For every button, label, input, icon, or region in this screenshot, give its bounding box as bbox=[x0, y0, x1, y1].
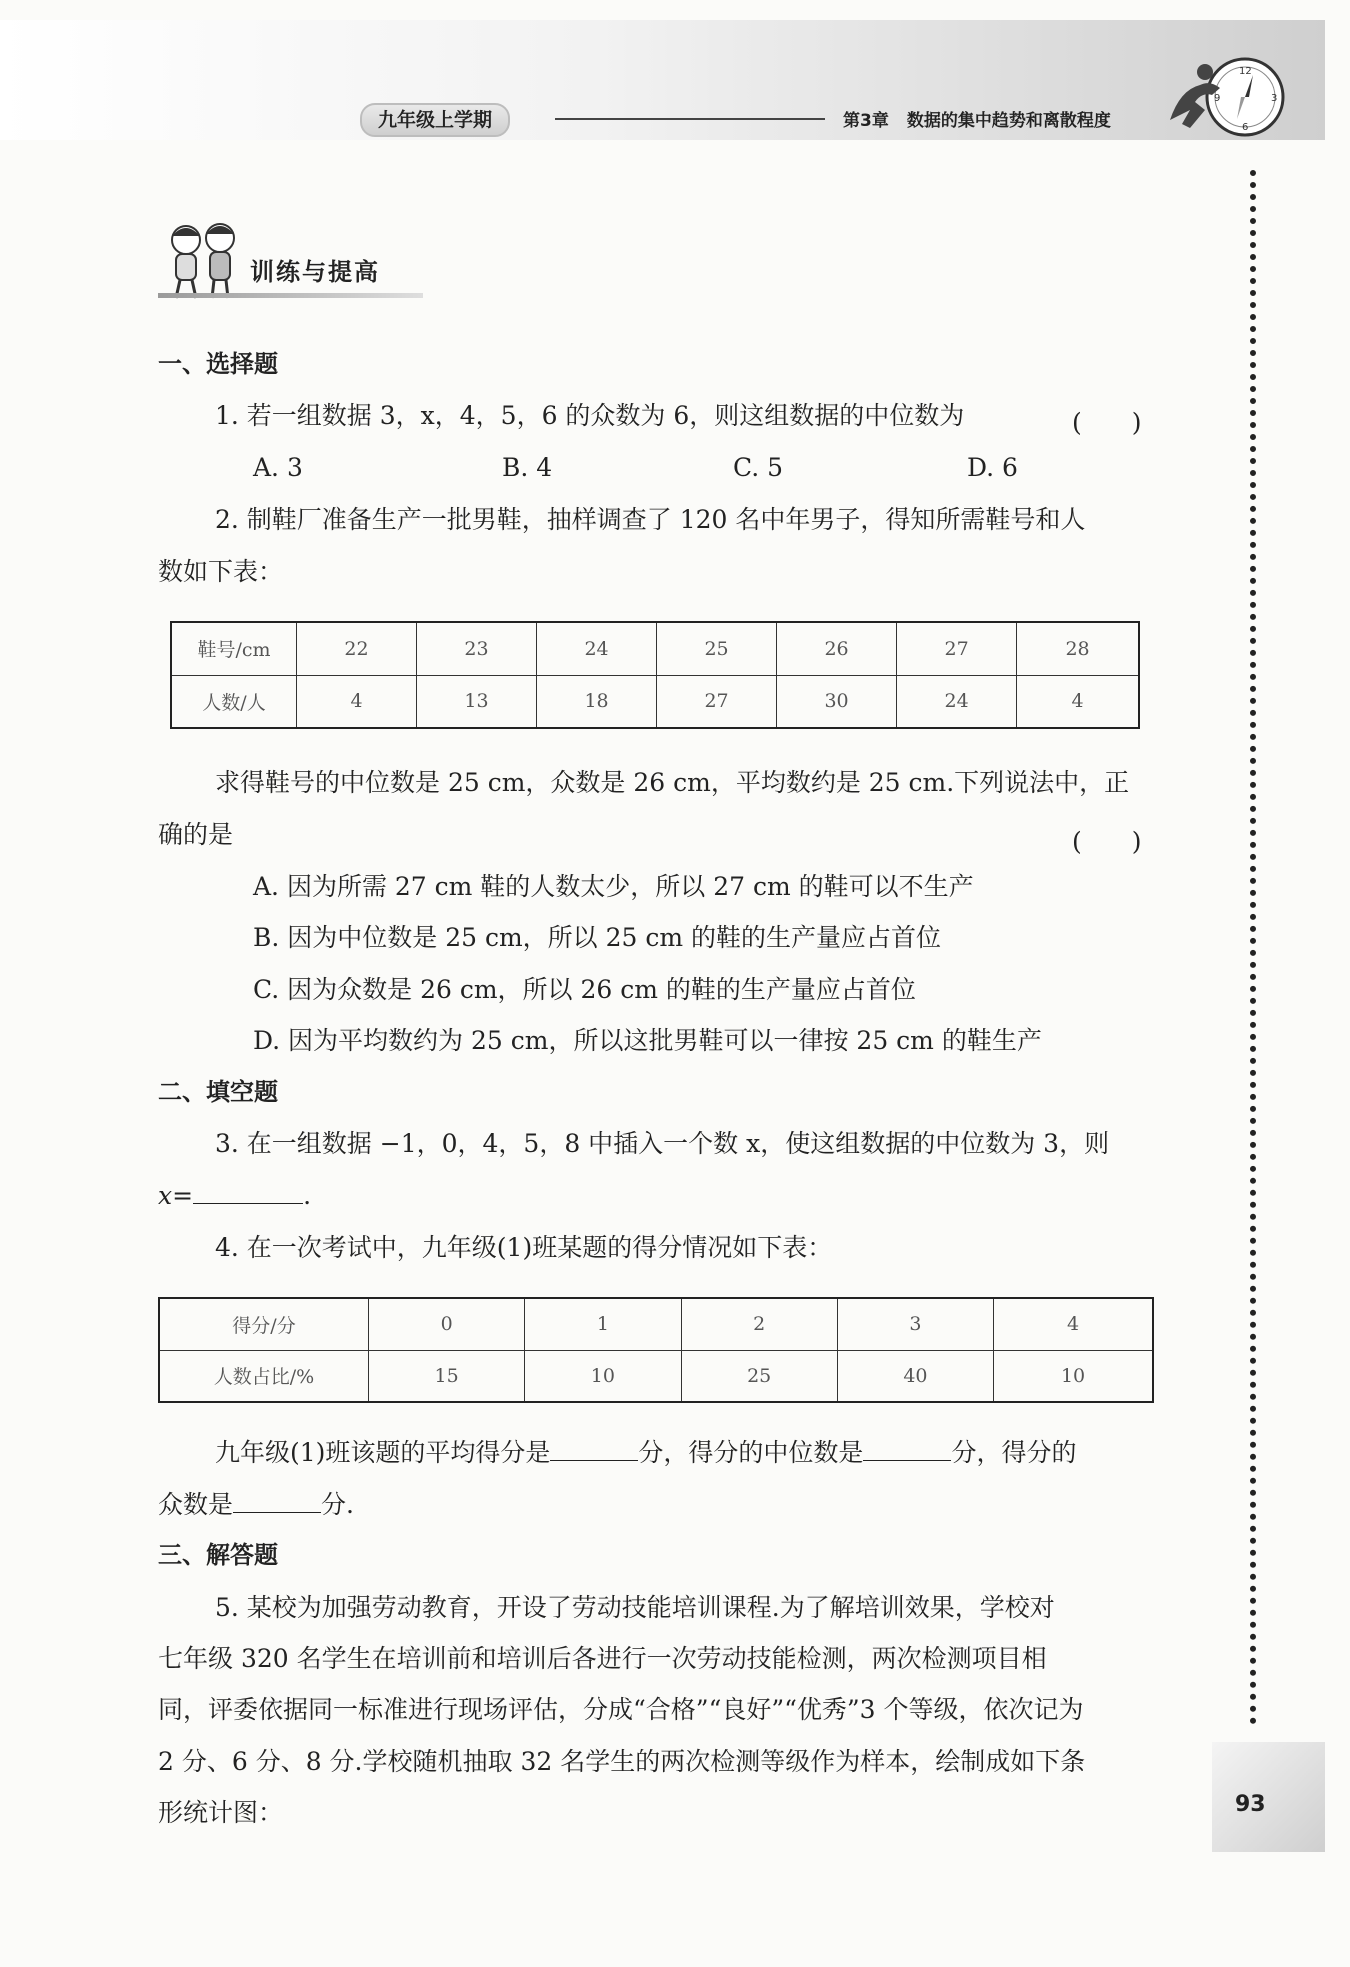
q2-option-c: C. 因为众数是 26 cm，所以 26 cm 的鞋的生产量应占首位 bbox=[253, 975, 916, 1004]
q4-text: 众数是 bbox=[158, 1490, 234, 1519]
chapter-number: 第3章 bbox=[843, 111, 889, 131]
q1-option-a: A. 3 bbox=[253, 453, 303, 482]
q4-text: 九年级(1)班该题的平均得分是 bbox=[215, 1438, 551, 1467]
shoe-size-table bbox=[170, 621, 1140, 729]
table-row-header: 人数占比/% bbox=[159, 1350, 369, 1402]
q2-option-b: B. 因为中位数是 25 cm，所以 25 cm 的鞋的生产量应占首位 bbox=[253, 923, 942, 952]
q3-equals: = bbox=[172, 1181, 194, 1210]
q2-after-line1: 求得鞋号的中位数是 25 cm，众数是 26 cm，平均数约是 25 cm.下列说法中，正 bbox=[215, 768, 1130, 797]
table-cell: 28 bbox=[1017, 622, 1139, 675]
table-cell: 40 bbox=[837, 1350, 993, 1402]
q4-mode-blank[interactable] bbox=[233, 1512, 321, 1513]
section-heading-choice: 一、选择题 bbox=[158, 350, 278, 378]
chapter-heading bbox=[843, 106, 1111, 131]
q1-stem: 1. 若一组数据 3，x，4，5，6 的众数为 6，则这组数据的中位数为 bbox=[215, 401, 965, 430]
compass-runner-icon bbox=[1150, 50, 1290, 145]
table-cell: 30 bbox=[777, 675, 897, 728]
q2-option-a: A. 因为所需 27 cm 鞋的人数太少，所以 27 cm 的鞋可以不生产 bbox=[253, 872, 974, 901]
section-heading-fill: 二、填空题 bbox=[158, 1078, 278, 1106]
table-cell: 18 bbox=[537, 675, 657, 728]
table-cell: 25 bbox=[657, 622, 777, 675]
q3-line2 bbox=[158, 1183, 311, 1208]
table-cell: 22 bbox=[297, 622, 417, 675]
svg-text:3: 3 bbox=[1271, 93, 1278, 104]
q5-line: 形统计图： bbox=[158, 1798, 284, 1827]
q3-period: . bbox=[303, 1181, 312, 1210]
table-cell: 0 bbox=[369, 1298, 525, 1350]
svg-text:9: 9 bbox=[1214, 93, 1221, 104]
svg-text:12: 12 bbox=[1239, 66, 1252, 77]
table-row-header: 人数/人 bbox=[171, 675, 297, 728]
q2-line2: 数如下表： bbox=[158, 557, 284, 586]
table-row-header: 得分/分 bbox=[159, 1298, 369, 1350]
q1-option-d: D. 6 bbox=[967, 453, 1018, 482]
q1-option-c: C. 5 bbox=[733, 453, 784, 482]
q4-median-blank[interactable] bbox=[863, 1460, 951, 1461]
dotted-margin-rule bbox=[1250, 170, 1256, 1725]
section-heading-solve: 三、解答题 bbox=[158, 1541, 278, 1569]
section-banner-title: 训练与提高 bbox=[250, 258, 380, 286]
page-number: 93 bbox=[1235, 1792, 1266, 1817]
q1-option-b: B. 4 bbox=[502, 453, 553, 482]
table-cell: 26 bbox=[777, 622, 897, 675]
table-cell: 4 bbox=[297, 675, 417, 728]
svg-text:6: 6 bbox=[1242, 122, 1249, 133]
q4-text: 分，得分的中位数是 bbox=[638, 1438, 864, 1467]
table-cell: 1 bbox=[525, 1298, 681, 1350]
q4-after-line2 bbox=[158, 1492, 354, 1517]
table-cell: 3 bbox=[837, 1298, 993, 1350]
table-cell: 4 bbox=[1017, 675, 1139, 728]
table-cell: 25 bbox=[681, 1350, 837, 1402]
q5-line: 同，评委依据同一标准进行现场评估，分成“合格”“良好”“优秀”3 个等级，依次记为 bbox=[158, 1695, 1084, 1724]
table-row-header: 鞋号/cm bbox=[171, 622, 297, 675]
section-banner-bar bbox=[158, 293, 423, 298]
table-cell: 24 bbox=[897, 675, 1017, 728]
q3-answer-blank[interactable] bbox=[193, 1203, 303, 1204]
header-rule bbox=[555, 118, 825, 120]
q1-answer-paren: ( ) bbox=[1072, 408, 1142, 437]
q3-variable: x bbox=[158, 1181, 173, 1210]
q2-answer-paren: ( ) bbox=[1072, 827, 1142, 856]
table-cell: 27 bbox=[657, 675, 777, 728]
q4-text: 分，得分的 bbox=[951, 1438, 1077, 1467]
q5-line: 七年级 320 名学生在培训前和培训后各进行一次劳动技能检测，两次检测项目相 bbox=[158, 1644, 1047, 1673]
table-cell: 13 bbox=[417, 675, 537, 728]
table-cell: 23 bbox=[417, 622, 537, 675]
page-number-tab bbox=[1212, 1742, 1325, 1852]
q4-line1: 4. 在一次考试中，九年级(1)班某题的得分情况如下表： bbox=[215, 1233, 833, 1262]
table-cell: 10 bbox=[994, 1350, 1153, 1402]
q4-mean-blank[interactable] bbox=[550, 1460, 638, 1461]
header-band bbox=[0, 20, 1325, 140]
table-cell: 24 bbox=[537, 622, 657, 675]
q3-line1: 3. 在一组数据 −1，0，4，5，8 中插入一个数 x，使这组数据的中位数为 3，则 bbox=[215, 1129, 1110, 1158]
q2-line1: 2. 制鞋厂准备生产一批男鞋，抽样调查了 120 名中年男子，得知所需鞋号和人 bbox=[215, 505, 1086, 534]
table-cell: 4 bbox=[994, 1298, 1153, 1350]
q2-option-d: D. 因为平均数约为 25 cm，所以这批男鞋可以一律按 25 cm 的鞋生产 bbox=[253, 1026, 1042, 1055]
chapter-title: 数据的集中趋势和离散程度 bbox=[906, 111, 1111, 131]
q5-line: 2 分、6 分、8 分.学校随机抽取 32 名学生的两次检测等级作为样本，绘制成如下条 bbox=[158, 1747, 1086, 1776]
table-cell: 15 bbox=[369, 1350, 525, 1402]
q2-after-line2: 确的是 bbox=[158, 820, 234, 849]
table-cell: 10 bbox=[525, 1350, 681, 1402]
table-cell: 27 bbox=[897, 622, 1017, 675]
grade-label: 九年级上学期 bbox=[360, 103, 510, 137]
q4-after-line1 bbox=[215, 1440, 1076, 1465]
q4-text: 分. bbox=[321, 1490, 354, 1519]
score-table bbox=[158, 1297, 1154, 1403]
q5-line: 5. 某校为加强劳动教育，开设了劳动技能培训课程.为了解培训效果，学校对 bbox=[215, 1593, 1055, 1622]
table-cell: 2 bbox=[681, 1298, 837, 1350]
